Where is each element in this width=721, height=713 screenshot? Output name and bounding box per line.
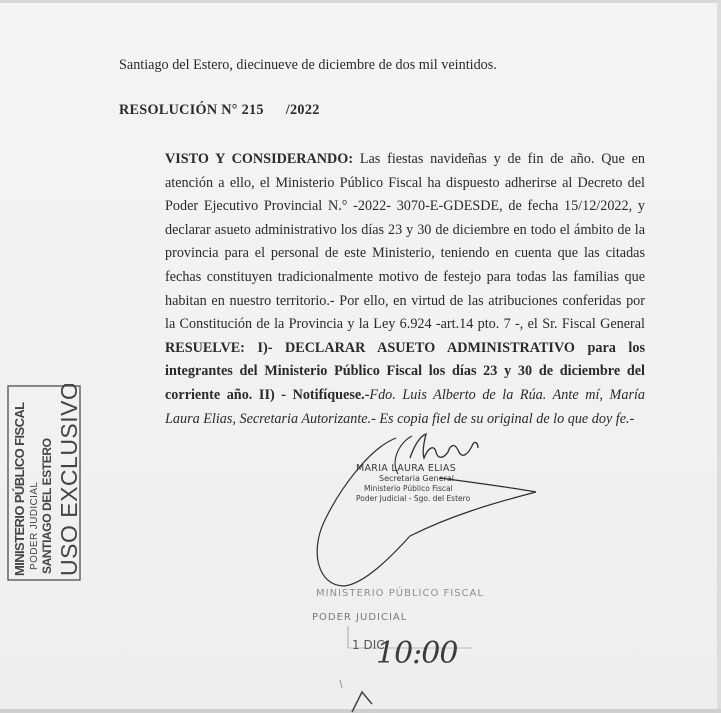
resolution-year: /2022	[285, 102, 320, 118]
signoff-text: Fdo. Luis Alberto de la Rúa. Ante mí, María Laura Elias, Secretaria Autorizante.- Es copia fiel de su original de lo que doy fe.-	[165, 386, 645, 427]
page-edge-right	[717, 0, 721, 713]
stamp-line-1: MINISTERIO PÚBLICO FISCAL	[12, 402, 27, 576]
visto-considerando-heading: VISTO Y CONSIDERANDO:	[165, 151, 354, 167]
resolution-number: RESOLUCIÓN N° 215	[119, 102, 264, 118]
resolution-body	[119, 148, 645, 431]
stamp-line-4: USO EXCLUSIVO	[56, 384, 82, 576]
considerations-text: Las fiestas navideñas y de fin de año. Que en atención a ello, el Ministerio Público Fiscal ha dispuesto adherirse al Decreto del Poder Ejecutivo Provincial N.° -2022- 3070-E-GDESDE, de fecha 15/12/2022, y declarar asueto administrativo los días 23 y 30 de diciembre en todo el ámbito de la provincia para el personal de este Ministerio, teniendo en cuenta que las citadas fechas constituyen tradicionalmente motivo de festejo para todas las familias que habitan en nuestro territorio.- Por ello, en virtud de las atribuciones conferidas por la Constitución de la Provincia y la Ley 6.924 -art.14 pto. 7 -, el Sr. Fiscal General	[165, 151, 645, 333]
signer-org-1: Ministerio Público Fiscal	[364, 484, 453, 493]
signature-stamp	[356, 464, 470, 504]
stamp-graphic	[7, 384, 82, 582]
signer-name: MARIA LAURA ELIAS	[356, 463, 457, 474]
date-line: Santiago del Estero, diecinueve de diciembre de dos mil veintidos.	[119, 57, 497, 73]
receipt-line-1: MINISTERIO PÚBLICO FISCAL	[316, 588, 484, 599]
signature-scribble	[300, 418, 550, 596]
resolve-clause: RESUELVE: I)- DECLARAR ASUETO ADMINISTRATIVO para los integrantes del Ministerio Público Fiscal los días 23 y 30 de diciembre del corriente año. II) - Notifíquese.-	[165, 339, 645, 403]
receipt-line-2: PODER JUDICIAL	[312, 612, 408, 623]
receipt-date: 1 DIC	[352, 638, 385, 652]
signer-org-2: Poder Judicial - Sgo. del Estero	[356, 494, 471, 503]
resolution-heading	[119, 101, 320, 119]
stamp-line-2: PODER JUDICIAL	[29, 481, 40, 570]
receipt-time: 10:00	[376, 636, 458, 671]
signer-title: Secretaria General	[379, 474, 454, 483]
uso-exclusivo-stamp	[7, 384, 82, 582]
stamp-line-3: SANTIAGO DEL ESTERO	[40, 438, 54, 574]
page-edge-top	[0, 0, 721, 3]
